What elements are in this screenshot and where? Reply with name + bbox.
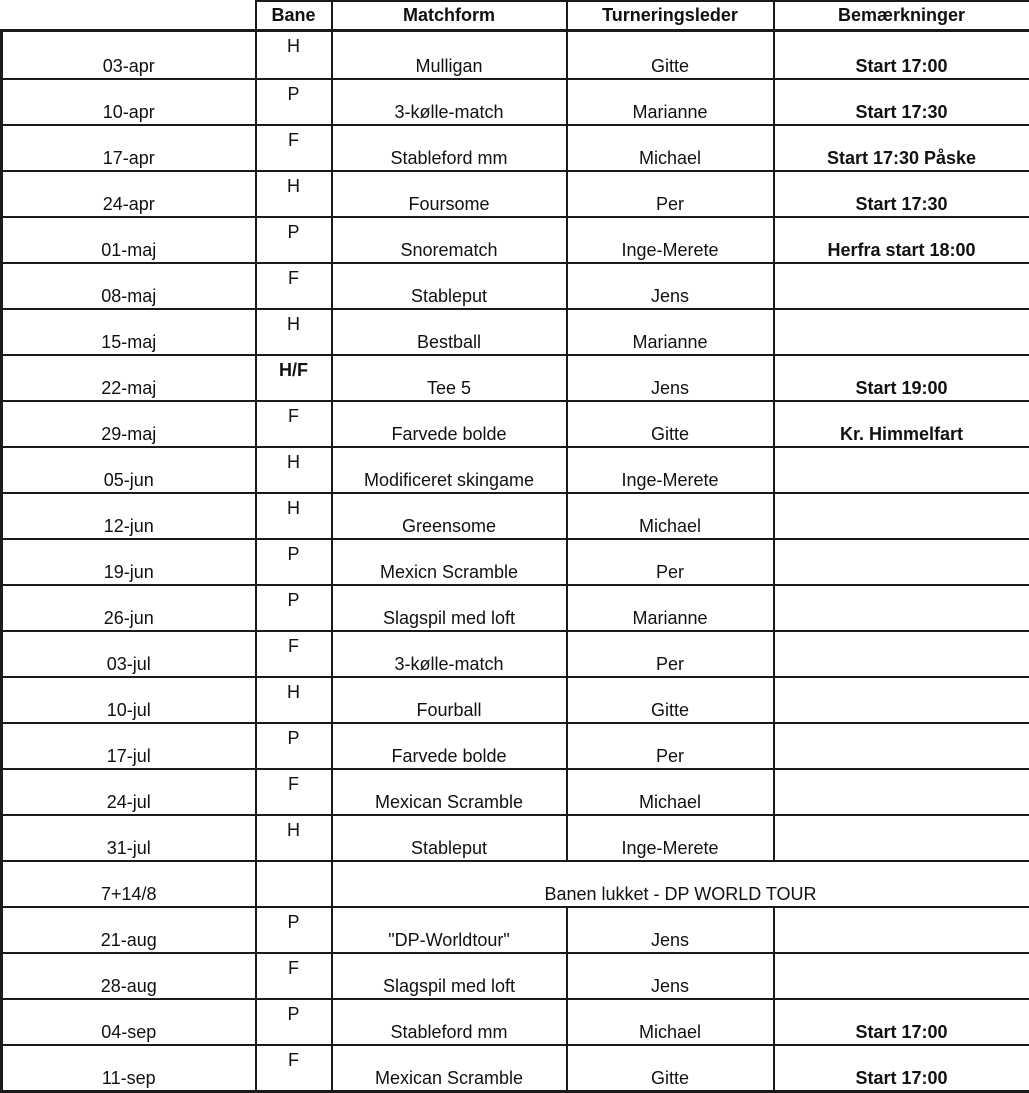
table-row bbox=[2, 401, 1029, 447]
matchform-cell: Snorematch bbox=[332, 217, 567, 263]
bane-cell: F bbox=[256, 631, 332, 677]
bane-cell: P bbox=[256, 585, 332, 631]
table-row-closed bbox=[2, 861, 1029, 907]
header-row bbox=[2, 1, 1029, 31]
bane-cell: F bbox=[256, 263, 332, 309]
matchform-cell: Stableford mm bbox=[332, 999, 567, 1045]
note-cell bbox=[774, 631, 1029, 677]
date-cell: 24-apr bbox=[2, 171, 256, 217]
table-row bbox=[2, 815, 1029, 861]
note-cell: Start 17:00 bbox=[774, 1045, 1029, 1092]
bane-cell: F bbox=[256, 1045, 332, 1092]
matchform-cell: Slagspil med loft bbox=[332, 585, 567, 631]
matchform-cell: Mexican Scramble bbox=[332, 1045, 567, 1092]
leader-cell: Jens bbox=[567, 953, 774, 999]
table-row bbox=[2, 999, 1029, 1045]
date-cell: 21-aug bbox=[2, 907, 256, 953]
course-closed-notice: Banen lukket - DP WORLD TOUR bbox=[332, 861, 1029, 907]
bane-cell: F bbox=[256, 125, 332, 171]
table-row bbox=[2, 907, 1029, 953]
table-row bbox=[2, 355, 1029, 401]
matchform-cell: Foursome bbox=[332, 171, 567, 217]
leader-cell: Per bbox=[567, 723, 774, 769]
date-cell: 03-jul bbox=[2, 631, 256, 677]
date-cell: 17-apr bbox=[2, 125, 256, 171]
leader-cell: Per bbox=[567, 631, 774, 677]
date-cell: 24-jul bbox=[2, 769, 256, 815]
date-cell: 31-jul bbox=[2, 815, 256, 861]
note-cell bbox=[774, 723, 1029, 769]
bane-cell: F bbox=[256, 769, 332, 815]
note-cell bbox=[774, 309, 1029, 355]
leader-cell: Marianne bbox=[567, 309, 774, 355]
table-row bbox=[2, 677, 1029, 723]
matchform-cell: Modificeret skingame bbox=[332, 447, 567, 493]
table-row bbox=[2, 1045, 1029, 1092]
bane-cell: P bbox=[256, 217, 332, 263]
note-cell bbox=[774, 677, 1029, 723]
note-cell: Herfra start 18:00 bbox=[774, 217, 1029, 263]
bane-cell: H bbox=[256, 493, 332, 539]
note-cell bbox=[774, 263, 1029, 309]
header-bemaerkninger: Bemærkninger bbox=[774, 1, 1029, 31]
table-row bbox=[2, 493, 1029, 539]
bane-cell: H bbox=[256, 677, 332, 723]
note-cell: Start 17:00 bbox=[774, 31, 1029, 80]
matchform-cell: Farvede bolde bbox=[332, 401, 567, 447]
leader-cell: Inge-Merete bbox=[567, 217, 774, 263]
table-row bbox=[2, 31, 1029, 80]
bane-cell: P bbox=[256, 539, 332, 585]
bane-cell: H bbox=[256, 447, 332, 493]
leader-cell: Per bbox=[567, 539, 774, 585]
matchform-cell: Stableput bbox=[332, 263, 567, 309]
matchform-cell: Fourball bbox=[332, 677, 567, 723]
bane-cell: F bbox=[256, 953, 332, 999]
note-cell: Start 17:30 bbox=[774, 79, 1029, 125]
table-row bbox=[2, 539, 1029, 585]
note-cell: Start 17:00 bbox=[774, 999, 1029, 1045]
header-date bbox=[2, 1, 256, 31]
matchform-cell: Slagspil med loft bbox=[332, 953, 567, 999]
leader-cell: Inge-Merete bbox=[567, 815, 774, 861]
header-turneringsleder: Turneringsleder bbox=[567, 1, 774, 31]
note-cell bbox=[774, 769, 1029, 815]
matchform-cell: Mulligan bbox=[332, 31, 567, 80]
leader-cell: Jens bbox=[567, 263, 774, 309]
matchform-cell: Greensome bbox=[332, 493, 567, 539]
matchform-cell: Mexican Scramble bbox=[332, 769, 567, 815]
header-bane: Bane bbox=[256, 1, 332, 31]
table-row bbox=[2, 217, 1029, 263]
table-row bbox=[2, 953, 1029, 999]
note-cell bbox=[774, 953, 1029, 999]
leader-cell: Michael bbox=[567, 125, 774, 171]
leader-cell: Michael bbox=[567, 493, 774, 539]
schedule-body bbox=[2, 31, 1029, 1092]
bane-cell: P bbox=[256, 907, 332, 953]
date-cell: 03-apr bbox=[2, 31, 256, 80]
table-row bbox=[2, 125, 1029, 171]
table-row bbox=[2, 631, 1029, 677]
date-cell: 19-jun bbox=[2, 539, 256, 585]
note-cell bbox=[774, 493, 1029, 539]
leader-cell: Michael bbox=[567, 769, 774, 815]
matchform-cell: 3-kølle-match bbox=[332, 631, 567, 677]
date-cell: 10-apr bbox=[2, 79, 256, 125]
date-cell: 29-maj bbox=[2, 401, 256, 447]
leader-cell: Per bbox=[567, 171, 774, 217]
matchform-cell: Tee 5 bbox=[332, 355, 567, 401]
date-cell: 12-jun bbox=[2, 493, 256, 539]
table-row bbox=[2, 263, 1029, 309]
date-cell: 04-sep bbox=[2, 999, 256, 1045]
date-cell: 11-sep bbox=[2, 1045, 256, 1092]
leader-cell: Gitte bbox=[567, 677, 774, 723]
table-row bbox=[2, 769, 1029, 815]
note-cell: Start 17:30 Påske bbox=[774, 125, 1029, 171]
matchform-cell: Stableford mm bbox=[332, 125, 567, 171]
matchform-cell: Farvede bolde bbox=[332, 723, 567, 769]
bane-cell: P bbox=[256, 723, 332, 769]
leader-cell: Michael bbox=[567, 999, 774, 1045]
matchform-cell: Bestball bbox=[332, 309, 567, 355]
table-row bbox=[2, 79, 1029, 125]
bane-cell: H bbox=[256, 171, 332, 217]
date-cell: 22-maj bbox=[2, 355, 256, 401]
bane-cell: H bbox=[256, 309, 332, 355]
note-cell: Start 17:30 bbox=[774, 171, 1029, 217]
leader-cell: Gitte bbox=[567, 401, 774, 447]
matchform-cell: 3-kølle-match bbox=[332, 79, 567, 125]
bane-cell: H/F bbox=[256, 355, 332, 401]
date-cell: 26-jun bbox=[2, 585, 256, 631]
bane-cell bbox=[256, 861, 332, 907]
bane-cell: H bbox=[256, 31, 332, 80]
leader-cell: Marianne bbox=[567, 79, 774, 125]
matchform-cell: Stableput bbox=[332, 815, 567, 861]
table-row bbox=[2, 309, 1029, 355]
table-row bbox=[2, 585, 1029, 631]
leader-cell: Gitte bbox=[567, 1045, 774, 1092]
table-row bbox=[2, 171, 1029, 217]
leader-cell: Jens bbox=[567, 355, 774, 401]
date-cell: 7+14/8 bbox=[2, 861, 256, 907]
bane-cell: P bbox=[256, 999, 332, 1045]
table-row bbox=[2, 723, 1029, 769]
bane-cell: H bbox=[256, 815, 332, 861]
matchform-cell: Mexicn Scramble bbox=[332, 539, 567, 585]
matchform-cell: "DP-Worldtour" bbox=[332, 907, 567, 953]
date-cell: 01-maj bbox=[2, 217, 256, 263]
note-cell: Start 19:00 bbox=[774, 355, 1029, 401]
note-cell bbox=[774, 539, 1029, 585]
leader-cell: Marianne bbox=[567, 585, 774, 631]
date-cell: 08-maj bbox=[2, 263, 256, 309]
header-matchform: Matchform bbox=[332, 1, 567, 31]
date-cell: 10-jul bbox=[2, 677, 256, 723]
date-cell: 05-jun bbox=[2, 447, 256, 493]
leader-cell: Inge-Merete bbox=[567, 447, 774, 493]
note-cell bbox=[774, 815, 1029, 861]
note-cell bbox=[774, 447, 1029, 493]
bane-cell: P bbox=[256, 79, 332, 125]
date-cell: 15-maj bbox=[2, 309, 256, 355]
note-cell bbox=[774, 907, 1029, 953]
date-cell: 17-jul bbox=[2, 723, 256, 769]
leader-cell: Jens bbox=[567, 907, 774, 953]
table-row bbox=[2, 447, 1029, 493]
leader-cell: Gitte bbox=[567, 31, 774, 80]
note-cell: Kr. Himmelfart bbox=[774, 401, 1029, 447]
date-cell: 28-aug bbox=[2, 953, 256, 999]
bane-cell: F bbox=[256, 401, 332, 447]
note-cell bbox=[774, 585, 1029, 631]
